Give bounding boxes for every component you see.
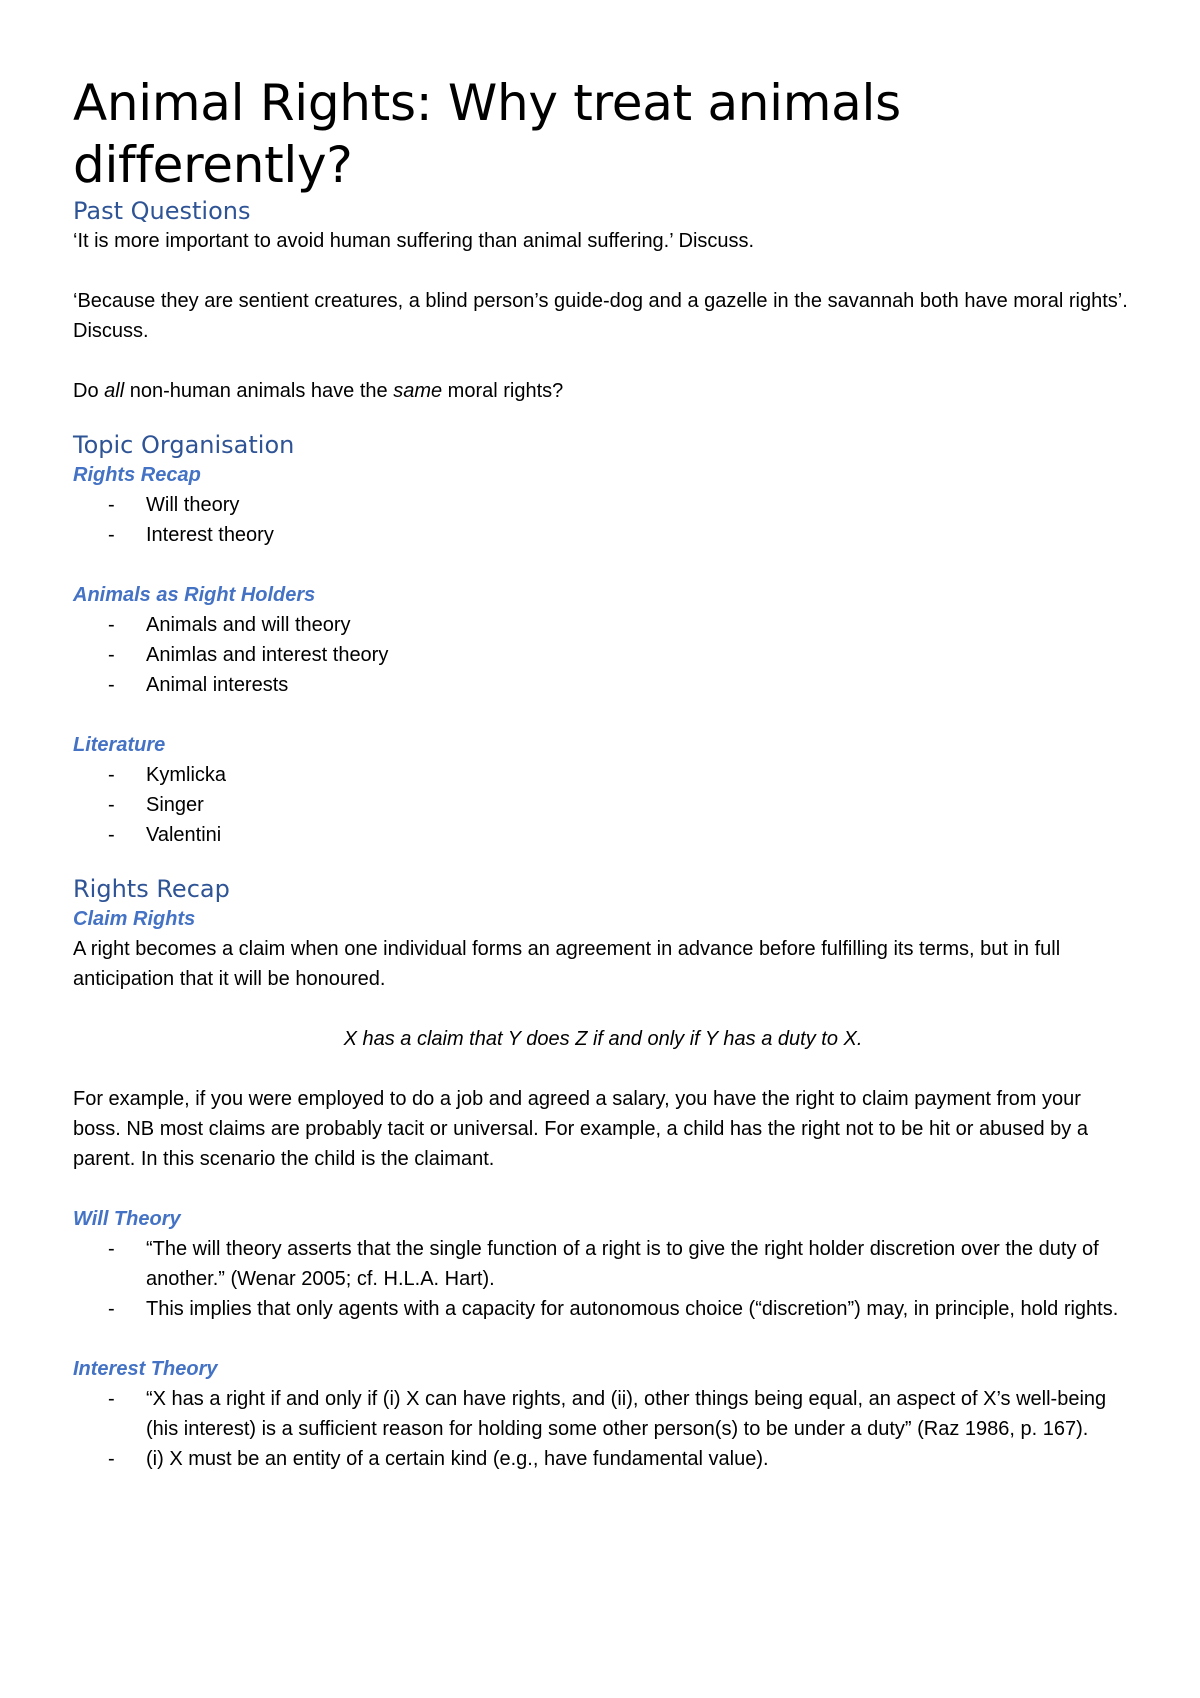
list-item-text: This implies that only agents with a capacity for autonomous choice (“discretion”) may, in principle, hold rights.	[146, 1298, 1119, 1320]
q3-post: moral rights?	[442, 380, 564, 402]
list-item	[73, 520, 1133, 550]
list-item	[73, 1234, 1133, 1294]
list-item-text: “The will theory asserts that the single function of a right is to give the right holder discretion over the duty of another.” (Wenar 2005; cf. H.L.A. Hart).	[146, 1238, 1099, 1290]
dash-bullet: -	[108, 524, 115, 546]
q3-emphasis-same: same	[393, 380, 443, 402]
topic-section-list	[73, 610, 1133, 700]
q3-mid: non-human animals have the	[124, 380, 394, 402]
list-item	[73, 1384, 1133, 1444]
claim-rights-heading: Claim Rights	[73, 908, 196, 930]
dash-bullet: -	[108, 764, 115, 786]
list-item	[73, 760, 1133, 790]
claim-example-paragraph: For example, if you were employed to do a job and agreed a salary, you have the right to claim payment from your boss. NB most claims are probably tacit or universal. For example, a child has the right not to be hit or abused by a parent. In this scenario the child is the claimant.	[73, 1088, 1088, 1170]
topic-section-title: Literature	[73, 734, 166, 756]
will-theory-list	[73, 1234, 1133, 1324]
list-item	[73, 1444, 1133, 1474]
list-item	[73, 610, 1133, 640]
list-item	[73, 640, 1133, 670]
list-item-text: Singer	[146, 794, 204, 816]
list-item-text: “X has a right if and only if (i) X can have rights, and (ii), other things being equal, an aspect of X’s well-being (his interest) is a sufficient reason for holding some other person(s) to be under a duty” (Raz 1986, p. 167).	[146, 1388, 1107, 1440]
dash-bullet: -	[108, 614, 115, 636]
interest-theory-list	[73, 1384, 1133, 1474]
q3-emphasis-all: all	[104, 380, 125, 402]
rights-recap-heading: Rights Recap	[73, 875, 230, 903]
list-item	[73, 490, 1133, 520]
page-title: Animal Rights: Why treat animals differently?	[73, 74, 901, 194]
topic-section-title: Animals as Right Holders	[73, 584, 316, 606]
dash-bullet: -	[108, 794, 115, 816]
past-question-2: ‘Because they are sentient creatures, a blind person’s guide-dog and a gazelle in the savannah both have moral rights’. Discuss.	[73, 290, 1128, 342]
list-item-text: Animal interests	[146, 674, 289, 696]
past-question-3	[73, 376, 1133, 406]
list-item-text: Will theory	[146, 494, 240, 516]
list-item-text: Animals and will theory	[146, 614, 351, 636]
past-questions-heading: Past Questions	[73, 197, 251, 225]
dash-bullet: -	[108, 494, 115, 516]
dash-bullet: -	[108, 1238, 115, 1260]
will-theory-heading: Will Theory	[73, 1208, 181, 1230]
claim-formula: X has a claim that Y does Z if and only if Y has a duty to X.	[343, 1028, 863, 1050]
interest-theory-heading: Interest Theory	[73, 1358, 218, 1380]
dash-bullet: -	[108, 1448, 115, 1470]
claim-rights-paragraph: A right becomes a claim when one individual forms an agreement in advance before fulfilling its terms, but in full anticipation that it will be honoured.	[73, 938, 1061, 990]
list-item-text: Kymlicka	[146, 764, 227, 786]
topic-section-list	[73, 490, 1133, 550]
q3-pre: Do	[73, 380, 105, 402]
dash-bullet: -	[108, 644, 115, 666]
list-item-text: Interest theory	[146, 524, 274, 546]
list-item	[73, 790, 1133, 820]
topic-organisation-heading: Topic Organisation	[73, 431, 295, 459]
document-body	[73, 72, 1133, 1474]
list-item	[73, 670, 1133, 700]
dash-bullet: -	[108, 674, 115, 696]
list-item	[73, 820, 1133, 850]
list-item-text: Valentini	[146, 824, 222, 846]
list-item-text: (i) X must be an entity of a certain kind (e.g., have fundamental value).	[146, 1448, 769, 1470]
list-item-text: Animlas and interest theory	[146, 644, 389, 666]
dash-bullet: -	[108, 1388, 115, 1410]
past-question-1: ‘It is more important to avoid human suffering than animal suffering.’ Discuss.	[73, 230, 755, 252]
topic-section-list	[73, 760, 1133, 850]
dash-bullet: -	[108, 1298, 115, 1320]
dash-bullet: -	[108, 824, 115, 846]
topic-section-title: Rights Recap	[73, 464, 201, 486]
list-item	[73, 1294, 1133, 1324]
